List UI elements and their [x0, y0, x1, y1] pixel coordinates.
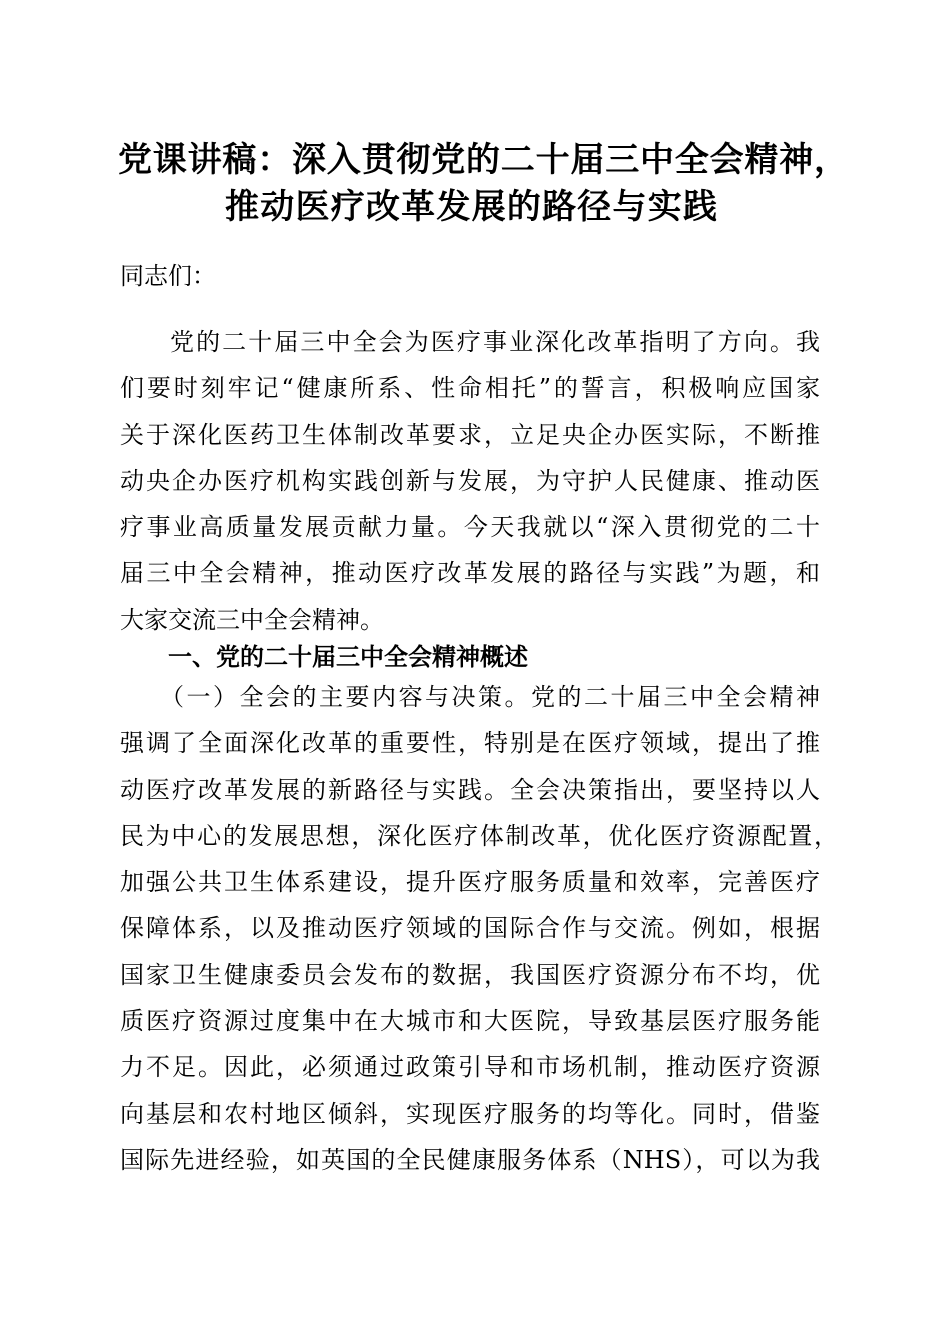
- paragraph-line: 加强公共卫生体系建设，提升医疗服务质量和效率，完善医疗: [120, 868, 820, 897]
- paragraph-line: 疗事业高质量发展贡献力量。今天我就以“深入贯彻党的二十: [120, 513, 820, 542]
- paragraph-line: 们要时刻牢记“健康所系、性命相托”的誓言，积极响应国家: [120, 374, 820, 403]
- paragraph-line: （一）全会的主要内容与决策。党的二十届三中全会精神: [160, 683, 820, 711]
- paragraph-line: 国际先进经验，如英国的全民健康服务体系（NHS），可以为我: [120, 1145, 820, 1174]
- paragraph-line: 动央企办医疗机构实践创新与发展，为守护人民健康、推动医: [120, 466, 820, 495]
- paragraph-line: 国家卫生健康委员会发布的数据，我国医疗资源分布不均，优: [120, 960, 820, 989]
- paragraph-line: 关于深化医药卫生体制改革要求，立足央企办医实际，不断推: [120, 420, 820, 449]
- intro-paragraph: [120, 319, 820, 643]
- section-heading: 一、党的二十届三中全会精神概述: [168, 643, 528, 671]
- document-title-line-1: 党课讲稿：深入贯彻党的二十届三中全会精神，: [118, 140, 848, 180]
- section1-paragraph: [120, 674, 838, 1183]
- paragraph-line: 质医疗资源过度集中在大城市和大医院，导致基层医疗服务能: [120, 1007, 820, 1036]
- paragraph-line: 民为中心的发展思想，深化医疗体制改革，优化医疗资源配置，: [120, 821, 838, 850]
- paragraph-line: 向基层和农村地区倾斜，实现医疗服务的均等化。同时，借鉴: [120, 1099, 820, 1128]
- paragraph-line: 动医疗改革发展的新路径与实践。全会决策指出，要坚持以人: [120, 775, 820, 804]
- document-title-line-2: 推动医疗改革发展的路径与实践: [225, 187, 717, 227]
- paragraph-line: 大家交流三中全会精神。: [120, 605, 384, 634]
- paragraph-line: 党的二十届三中全会为医疗事业深化改革指明了方向。我: [170, 328, 820, 356]
- paragraph-line: 强调了全面深化改革的重要性，特别是在医疗领域，提出了推: [120, 729, 820, 758]
- paragraph-line: 力不足。因此，必须通过政策引导和市场机制，推动医疗资源: [120, 1053, 820, 1082]
- paragraph-line: 保障体系，以及推动医疗领域的国际合作与交流。例如，根据: [120, 914, 820, 943]
- greeting: 同志们：: [120, 262, 216, 290]
- paragraph-line: 届三中全会精神，推动医疗改革发展的路径与实践”为题，和: [120, 559, 820, 588]
